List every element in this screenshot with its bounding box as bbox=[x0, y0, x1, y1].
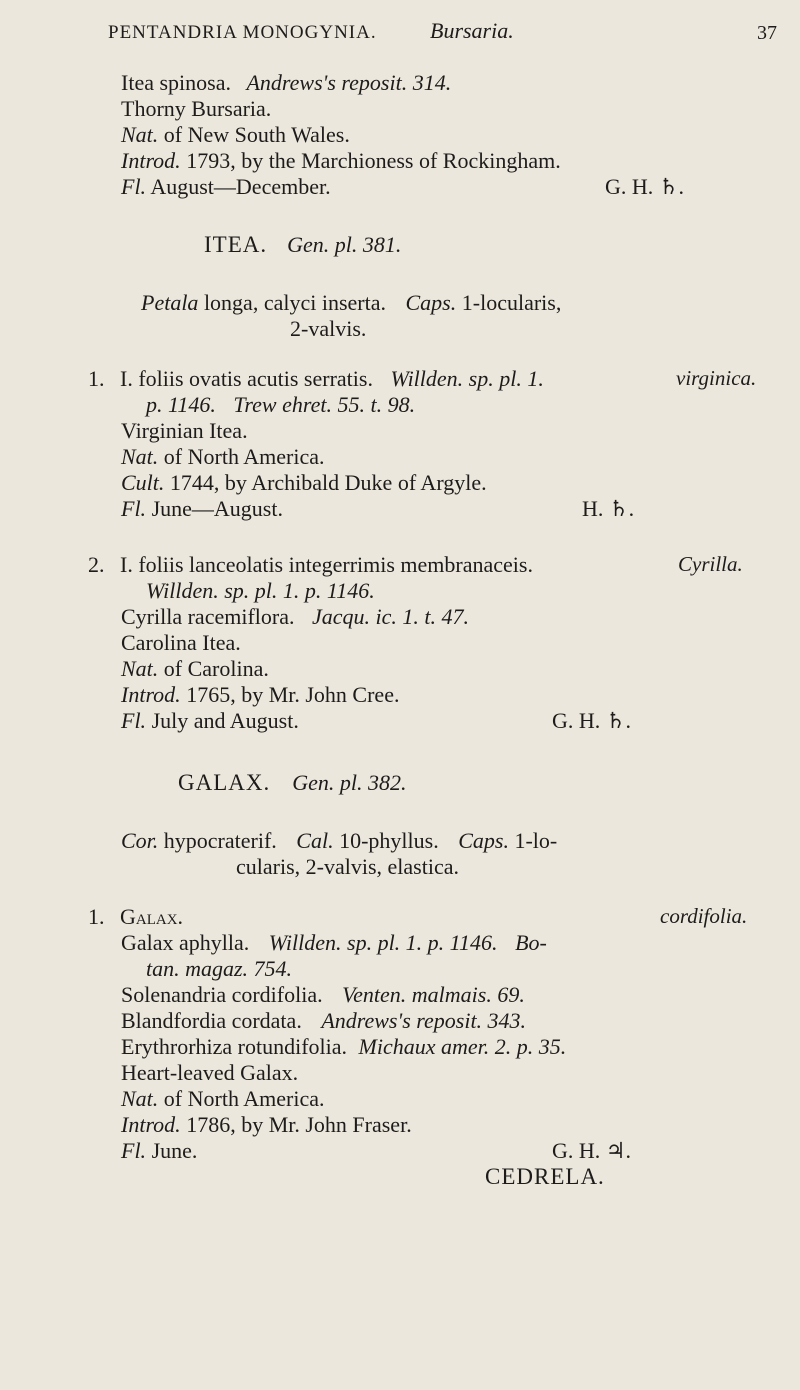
character-text: 1-lo- bbox=[514, 828, 558, 853]
genus-ref: Gen. pl. 382. bbox=[292, 770, 407, 795]
itea-sp2-introduced bbox=[121, 682, 399, 708]
cult-label: Cult. bbox=[121, 470, 165, 495]
synonym-ref: Michaux amer. 2. p. 35. bbox=[358, 1034, 567, 1059]
galax-genus-character-cont: cularis, 2-valvis, elastica. bbox=[236, 854, 459, 879]
genus-name: GALAX. bbox=[178, 770, 271, 795]
itea-sp2-common-name: Carolina Itea. bbox=[121, 630, 241, 655]
nat-label: Nat. bbox=[121, 1086, 159, 1111]
itea-sp1-cultivated bbox=[121, 470, 487, 496]
galax-sp1-trivial-name: cordifolia. bbox=[660, 904, 748, 928]
nat-label: Nat. bbox=[121, 122, 159, 147]
fl-text: July and August. bbox=[151, 708, 299, 733]
introd-label: Introd. bbox=[121, 148, 181, 173]
itea-sp2-trivial-name: Cyrilla. bbox=[678, 552, 743, 576]
introd-label: Introd. bbox=[121, 1112, 181, 1137]
itea-sp1-trivial-name: virginica. bbox=[676, 366, 757, 390]
character-term: Caps. bbox=[405, 290, 457, 315]
character-term: Cal. bbox=[296, 828, 334, 853]
character-term: Cor. bbox=[121, 828, 159, 853]
synonym-ref: Bo- bbox=[515, 930, 547, 955]
itea-sp2-synonym bbox=[121, 604, 469, 630]
bursaria-habitat-symbol: G. H. ♄. bbox=[605, 174, 684, 199]
nat-text: of Carolina. bbox=[163, 656, 269, 681]
itea-sp1-native bbox=[121, 444, 324, 470]
synonym-ref: Willden. sp. pl. 1. p. 1146. bbox=[268, 930, 498, 955]
fl-label: Fl. bbox=[121, 1138, 147, 1163]
character-term: Petala bbox=[141, 290, 199, 315]
introd-text: 1765, by Mr. John Cree. bbox=[186, 682, 400, 707]
itea-sp2-authority: Willden. sp. pl. 1. p. 1146. bbox=[146, 578, 375, 603]
introd-text: 1793, by the Marchioness of Rockingham. bbox=[186, 148, 561, 173]
ref-text: p. 1146. bbox=[146, 392, 216, 417]
galax-sp1-habitat-symbol: G. H. ♃. bbox=[552, 1138, 631, 1163]
galax-sp1-synonym-1-cont: tan. magaz. 754. bbox=[146, 956, 293, 981]
running-head-genus: Bursaria. bbox=[430, 18, 514, 43]
nat-text: of New South Wales. bbox=[163, 122, 350, 147]
fl-label: Fl. bbox=[121, 496, 147, 521]
galax-sp1-synonym-2 bbox=[121, 982, 525, 1008]
fl-label: Fl. bbox=[121, 174, 147, 199]
nat-text: of North America. bbox=[163, 1086, 325, 1111]
itea-sp1-diagnosis bbox=[120, 366, 544, 392]
catchword: CEDRELA. bbox=[485, 1164, 605, 1189]
itea-genus-heading bbox=[204, 232, 401, 258]
genus-name: ITEA. bbox=[204, 232, 268, 257]
species-number: 2. bbox=[88, 552, 105, 577]
synonym-name: Erythrorhiza rotundifolia. bbox=[121, 1034, 348, 1059]
galax-sp1-name: Galax. bbox=[120, 904, 184, 929]
galax-sp1-native bbox=[121, 1086, 324, 1112]
bursaria-native bbox=[121, 122, 350, 148]
synonym-name: Blandfordia cordata. bbox=[121, 1008, 302, 1033]
synonym-ref: Venten. malmais. 69. bbox=[342, 982, 525, 1007]
itea-sp2-habitat-symbol: G. H. ♄. bbox=[552, 708, 631, 733]
synonym-name: Itea spinosa. bbox=[121, 70, 231, 95]
diagnosis-text: I. foliis ovatis acutis serratis. bbox=[120, 366, 373, 391]
cult-text: 1744, by Archibald Duke of Argyle. bbox=[169, 470, 487, 495]
bursaria-synonym bbox=[121, 70, 451, 96]
fl-text: June. bbox=[151, 1138, 198, 1163]
galax-genus-character bbox=[121, 828, 557, 854]
authority-ref: Willden. sp. pl. 1. bbox=[390, 366, 544, 391]
galax-sp1-synonym-3 bbox=[121, 1008, 526, 1034]
fl-text: June—August. bbox=[151, 496, 283, 521]
nat-label: Nat. bbox=[121, 444, 159, 469]
galax-genus-heading bbox=[178, 770, 407, 796]
itea-genus-character bbox=[141, 290, 561, 316]
nat-label: Nat. bbox=[121, 656, 159, 681]
itea-sp1-habitat-symbol: H. ♄. bbox=[582, 496, 635, 521]
character-term: Caps. bbox=[458, 828, 509, 853]
ref-text: Trew ehret. 55. t. 98. bbox=[233, 392, 416, 417]
synonym-ref: Andrews's reposit. 343. bbox=[321, 1008, 527, 1033]
synonym-ref: Andrews's reposit. 314. bbox=[246, 70, 452, 95]
synonym-name: Solenandria cordifolia. bbox=[121, 982, 323, 1007]
running-head: PENTANDRIA MONOGYNIA. bbox=[108, 22, 377, 43]
galax-sp1-flowering bbox=[121, 1138, 197, 1164]
synonym-ref: Jacqu. ic. 1. t. 47. bbox=[311, 604, 470, 629]
itea-genus-character-cont: 2-valvis. bbox=[290, 316, 367, 341]
character-text: hypocraterif. bbox=[163, 828, 277, 853]
synonym-name: Cyrilla racemiflora. bbox=[121, 604, 295, 629]
bursaria-introduced bbox=[121, 148, 561, 174]
galax-sp1-synonym-1 bbox=[121, 930, 547, 956]
fl-label: Fl. bbox=[121, 708, 147, 733]
itea-sp2-diagnosis: I. foliis lanceolatis integerrimis membranaceis. bbox=[120, 552, 533, 577]
galax-sp1-common-name: Heart-leaved Galax. bbox=[121, 1060, 299, 1085]
itea-sp1-common-name: Virginian Itea. bbox=[121, 418, 248, 443]
bursaria-common-name: Thorny Bursaria. bbox=[121, 96, 272, 121]
itea-sp2-native bbox=[121, 656, 269, 682]
itea-sp1-flowering bbox=[121, 496, 283, 522]
bursaria-flowering bbox=[121, 174, 331, 200]
character-text: inserta. bbox=[321, 290, 386, 315]
galax-sp1-introduced bbox=[121, 1112, 412, 1138]
fl-text: August—December. bbox=[150, 174, 331, 199]
introd-text: 1786, by Mr. John Fraser. bbox=[186, 1112, 412, 1137]
species-number: 1. bbox=[88, 904, 105, 929]
introd-label: Introd. bbox=[121, 682, 181, 707]
character-text: longa, calyci bbox=[203, 290, 317, 315]
synonym-name: Galax aphylla. bbox=[121, 930, 250, 955]
character-text: 10-phyllus. bbox=[339, 828, 439, 853]
itea-sp2-flowering bbox=[121, 708, 299, 734]
nat-text: of North America. bbox=[163, 444, 325, 469]
page-number: 37 bbox=[757, 22, 777, 44]
galax-sp1-synonym-4 bbox=[121, 1034, 566, 1060]
character-text: 1-locularis, bbox=[461, 290, 562, 315]
genus-ref: Gen. pl. 381. bbox=[287, 232, 402, 257]
species-number: 1. bbox=[88, 366, 105, 391]
itea-sp1-ref-cont bbox=[146, 392, 415, 418]
